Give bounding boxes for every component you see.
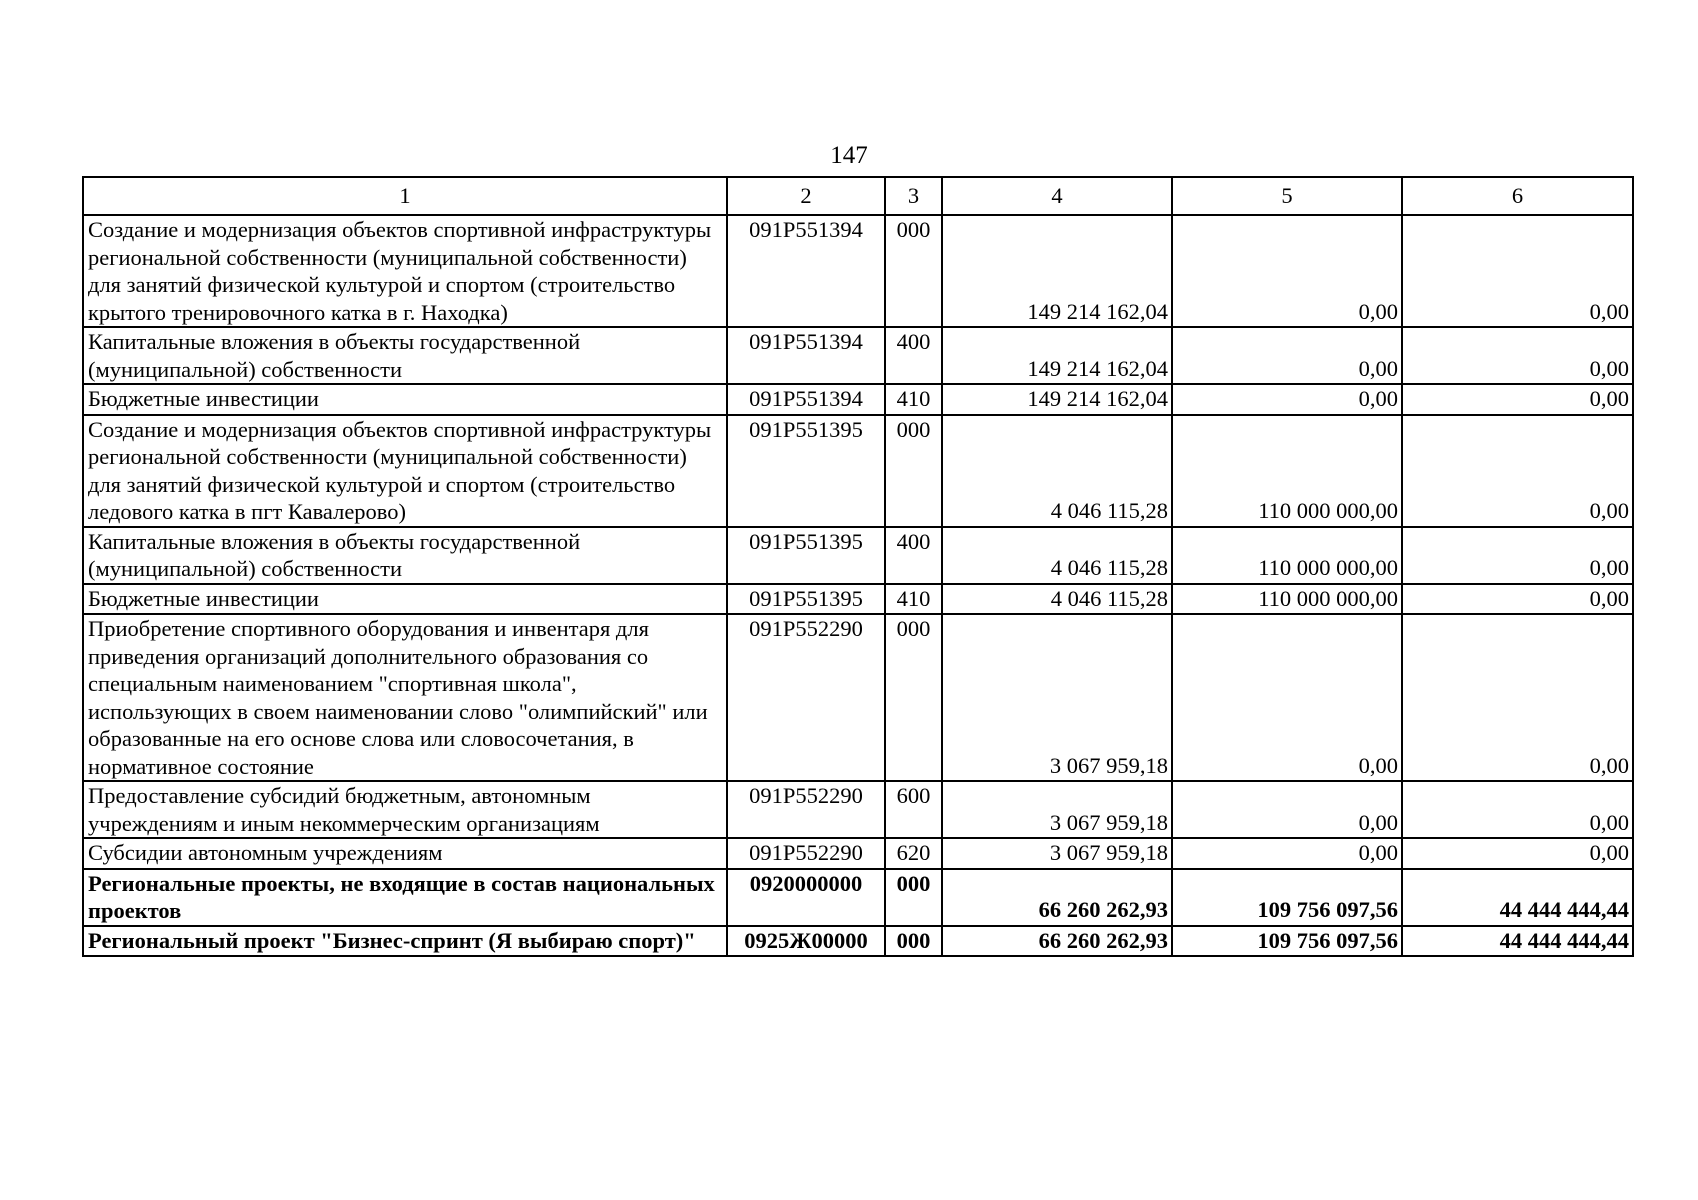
amount-col5-cell: 0,00 (1172, 781, 1402, 838)
row-name-cell: Субсидии автономным учреждениям (83, 838, 727, 869)
expense-type-cell: 000 (885, 869, 942, 926)
table-row (83, 415, 1633, 527)
table-row (83, 614, 1633, 781)
table-row (83, 215, 1633, 327)
amount-col6-cell: 0,00 (1402, 614, 1633, 781)
amount-col4-cell: 4 046 115,28 (942, 527, 1172, 584)
row-name-cell: Предоставление субсидий бюджетным, автономным учреждениям и иным некоммерческим организациям (83, 781, 727, 838)
expense-type-cell: 410 (885, 384, 942, 415)
amount-col5-cell: 110 000 000,00 (1172, 584, 1402, 615)
table-body (83, 177, 1633, 956)
table-row (83, 384, 1633, 415)
row-name-cell: Бюджетные инвестиции (83, 584, 727, 615)
amount-col6-cell: 0,00 (1402, 384, 1633, 415)
row-name-cell: Региональные проекты, не входящие в состав национальных проектов (83, 869, 727, 926)
amount-col5-cell: 0,00 (1172, 327, 1402, 384)
target-article-cell: 0920000000 (727, 869, 885, 926)
amount-col5-cell: 110 000 000,00 (1172, 527, 1402, 584)
table-row (83, 869, 1633, 926)
target-article-cell: 091P551395 (727, 584, 885, 615)
target-article-cell: 091P551394 (727, 384, 885, 415)
amount-col4-cell: 66 260 262,93 (942, 869, 1172, 926)
target-article-cell: 091P552290 (727, 838, 885, 869)
table-row (83, 781, 1633, 838)
column-header: 2 (727, 177, 885, 215)
amount-col4-cell: 3 067 959,18 (942, 838, 1172, 869)
amount-col6-cell: 0,00 (1402, 584, 1633, 615)
amount-col4-cell: 3 067 959,18 (942, 614, 1172, 781)
table-row (83, 527, 1633, 584)
expense-type-cell: 000 (885, 926, 942, 957)
amount-col5-cell: 0,00 (1172, 215, 1402, 327)
amount-col4-cell: 149 214 162,04 (942, 327, 1172, 384)
expense-type-cell: 620 (885, 838, 942, 869)
table-row (83, 584, 1633, 615)
amount-col5-cell: 109 756 097,56 (1172, 926, 1402, 957)
amount-col6-cell: 0,00 (1402, 215, 1633, 327)
target-article-cell: 091P551395 (727, 415, 885, 527)
page-number: 147 (830, 142, 868, 169)
amount-col4-cell: 149 214 162,04 (942, 215, 1172, 327)
expense-type-cell: 600 (885, 781, 942, 838)
row-name-cell: Региональный проект "Бизнес-спринт (Я выбираю спорт)" (83, 926, 727, 957)
amount-col6-cell: 0,00 (1402, 415, 1633, 527)
expense-type-cell: 400 (885, 327, 942, 384)
amount-col5-cell: 109 756 097,56 (1172, 869, 1402, 926)
amount-col6-cell: 0,00 (1402, 527, 1633, 584)
expense-type-cell: 000 (885, 415, 942, 527)
row-name-cell: Капитальные вложения в объекты государственной (муниципальной) собственности (83, 527, 727, 584)
target-article-cell: 091P551394 (727, 327, 885, 384)
target-article-cell: 091P552290 (727, 781, 885, 838)
target-article-cell: 091P551394 (727, 215, 885, 327)
amount-col6-cell: 44 444 444,44 (1402, 926, 1633, 957)
row-name-cell: Приобретение спортивного оборудования и инвентаря для приведения организаций дополнительного образования со специальным наименованием "спортивная школа", использующих в своем наименовании слово "олимпийский" или образованные на его основе слова или словосочетания, в нормативное состояние (83, 614, 727, 781)
column-header: 6 (1402, 177, 1633, 215)
amount-col6-cell: 0,00 (1402, 327, 1633, 384)
row-name-cell: Капитальные вложения в объекты государственной (муниципальной) собственности (83, 327, 727, 384)
amount-col4-cell: 4 046 115,28 (942, 584, 1172, 615)
table-row (83, 327, 1633, 384)
amount-col4-cell: 3 067 959,18 (942, 781, 1172, 838)
amount-col6-cell: 44 444 444,44 (1402, 869, 1633, 926)
row-name-cell: Создание и модернизация объектов спортивной инфраструктуры региональной собственности (муниципальной собственности) для занятий физической культурой и спортом (строительство крытого тренировочного катка в г. Находка) (83, 215, 727, 327)
column-header: 5 (1172, 177, 1402, 215)
budget-table (82, 176, 1634, 957)
target-article-cell: 0925Ж00000 (727, 926, 885, 957)
amount-col4-cell: 4 046 115,28 (942, 415, 1172, 527)
amount-col4-cell: 149 214 162,04 (942, 384, 1172, 415)
amount-col6-cell: 0,00 (1402, 838, 1633, 869)
amount-col5-cell: 0,00 (1172, 614, 1402, 781)
target-article-cell: 091P551395 (727, 527, 885, 584)
table-row (83, 838, 1633, 869)
target-article-cell: 091P552290 (727, 614, 885, 781)
column-header: 3 (885, 177, 942, 215)
expense-type-cell: 400 (885, 527, 942, 584)
amount-col5-cell: 0,00 (1172, 384, 1402, 415)
amount-col5-cell: 110 000 000,00 (1172, 415, 1402, 527)
amount-col5-cell: 0,00 (1172, 838, 1402, 869)
amount-col4-cell: 66 260 262,93 (942, 926, 1172, 957)
expense-type-cell: 000 (885, 215, 942, 327)
table-row (83, 926, 1633, 957)
column-header: 4 (942, 177, 1172, 215)
expense-type-cell: 410 (885, 584, 942, 615)
header-row (83, 177, 1633, 215)
expense-type-cell: 000 (885, 614, 942, 781)
row-name-cell: Бюджетные инвестиции (83, 384, 727, 415)
row-name-cell: Создание и модернизация объектов спортивной инфраструктуры региональной собственности (муниципальной собственности) для занятий физической культурой и спортом (строительство ледового катка в пгт Кавалерово) (83, 415, 727, 527)
column-header: 1 (83, 177, 727, 215)
amount-col6-cell: 0,00 (1402, 781, 1633, 838)
